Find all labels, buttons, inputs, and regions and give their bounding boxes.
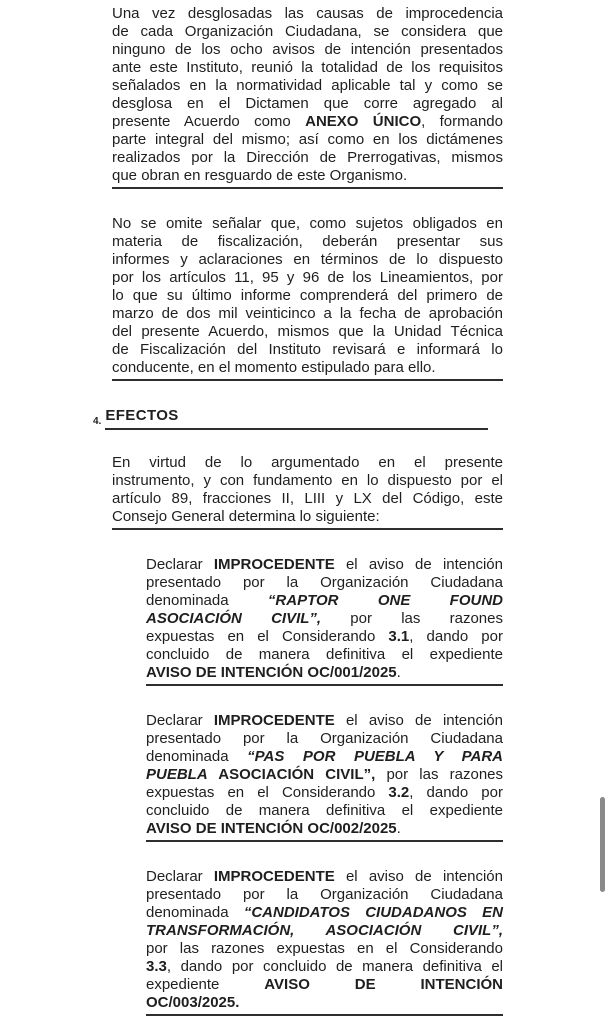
- text-run: expuestas en el Considerando: [146, 784, 389, 801]
- text-line: [112, 341, 503, 359]
- text-line: [146, 766, 503, 784]
- text-line: [146, 664, 503, 682]
- text-line: [112, 454, 503, 472]
- text-run: “RAPTOR ONE FOUND: [267, 592, 504, 609]
- text-line: [112, 323, 503, 341]
- text-run: ASOCIACIÓN CIVIL”,: [218, 766, 376, 783]
- text-run: instrumento, y con fundamento en lo dispuesto por el: [112, 472, 503, 489]
- text-run: Consejo General determina lo siguiente:: [112, 508, 380, 525]
- text-line: [146, 556, 503, 574]
- text-run: ante este Instituto, reunió la totalidad de los requisitos: [112, 59, 503, 76]
- text-run: materia de fiscalización, deberán presentar sus: [112, 233, 503, 250]
- text-run: presentado por la Organización Ciudadana: [146, 574, 503, 591]
- text-run: Declarar: [146, 712, 214, 729]
- text-run: desglosa en el Dictamen que corre agregado al: [112, 95, 503, 112]
- text-run: “PAS POR PUEBLA Y PARA: [247, 748, 504, 765]
- text-run: presente Acuerdo como: [112, 113, 306, 130]
- text-run: ANEXO ÚNICO: [305, 113, 422, 130]
- section-number: 4.: [93, 416, 102, 427]
- text-run: OC/003/2025.: [146, 994, 240, 1011]
- text-run: 3.1: [388, 628, 410, 645]
- text-run: el aviso de intención: [334, 868, 503, 885]
- text-run: que obran en resguardo de este Organismo.: [112, 167, 408, 184]
- text-run: artículo 89, fracciones II, LIII y LX del Código, este: [112, 490, 503, 507]
- text-line: [112, 508, 503, 526]
- text-line: [146, 976, 503, 994]
- text-run: IMPROCEDENTE: [213, 868, 335, 885]
- text-run: ASOCIACIÓN CIVIL”,: [146, 610, 322, 627]
- text-run: concluido de manera definitiva el expediente: [146, 802, 503, 819]
- text-run: realizados por la Dirección de Prerrogativas, mismos: [112, 149, 503, 166]
- text-run: , dando por: [409, 784, 503, 801]
- text-run: de cada Organización Ciudadana, se considera que: [112, 23, 503, 40]
- text-line: [146, 748, 503, 766]
- bullet-marker: [129, 868, 146, 1016]
- text-run: AVISO DE INTENCIÓN OC/002/2025: [146, 820, 397, 837]
- text-run: PUEBLA: [146, 766, 219, 783]
- text-run: “CANDIDATOS CIUDADANOS EN: [243, 904, 504, 921]
- text-run: .: [396, 820, 401, 837]
- text-line: [112, 215, 503, 233]
- text-run: , dando por: [409, 628, 503, 645]
- bullet-text-candidatos-ciudadanos: [146, 868, 503, 1016]
- text-run: presentado por la Organización Ciudadana: [146, 730, 503, 747]
- section-title-underline: [105, 407, 488, 430]
- text-line: [146, 958, 503, 976]
- text-run: Declarar: [146, 556, 214, 573]
- text-line: [112, 23, 503, 41]
- text-run: denominada: [146, 904, 244, 921]
- text-line: [146, 730, 503, 748]
- text-run: AVISO DE INTENCIÓN: [264, 976, 503, 993]
- text-run: informes y aclaraciones en términos de lo dispuesto: [112, 251, 503, 268]
- text-line: [112, 269, 503, 287]
- text-run: denominada: [146, 592, 268, 609]
- text-run: TRANSFORMACIÓN, ASOCIACIÓN CIVIL”,: [146, 922, 503, 939]
- text-line: [146, 922, 503, 940]
- text-run: En virtud de lo argumentado en el presente: [112, 454, 503, 471]
- text-run: No se omite señalar que, como sujetos obligados en: [112, 215, 503, 232]
- text-line: [112, 233, 503, 251]
- paragraph-obligaciones-fiscalizacion: [112, 215, 503, 381]
- text-line: [112, 287, 503, 305]
- bullet-marker: [129, 712, 146, 842]
- text-run: 3.2: [388, 784, 410, 801]
- text-line: [146, 820, 503, 838]
- text-run: el aviso de intención: [334, 712, 503, 729]
- scrollbar-thumb[interactable]: [600, 797, 605, 892]
- text-run: 3.3: [146, 958, 167, 975]
- text-line: [146, 802, 503, 820]
- section-heading-efectos: [93, 407, 488, 430]
- text-line: [112, 251, 503, 269]
- text-run: por las razones: [375, 766, 503, 783]
- text-run: expuestas en el Considerando: [146, 628, 389, 645]
- text-line: [146, 940, 503, 958]
- text-line: [112, 131, 503, 149]
- text-run: por las razones: [321, 610, 503, 627]
- text-line: [146, 784, 503, 802]
- text-line: [112, 77, 503, 95]
- text-run: parte integral del mismo; así como en los dictámenes: [112, 131, 503, 148]
- section-title: EFECTOS: [105, 407, 179, 424]
- text-line: [112, 95, 503, 113]
- text-line: [146, 628, 503, 646]
- text-line: [146, 574, 503, 592]
- paragraph-en-virtud: [112, 454, 503, 530]
- text-run: presentado por la Organización Ciudadana: [146, 886, 503, 903]
- text-run: conducente, en el momento estipulado para ello.: [112, 359, 436, 376]
- bullet-text-pas-por-puebla: [146, 712, 503, 842]
- text-line: [112, 113, 503, 131]
- text-run: .: [396, 664, 401, 681]
- bullet-marker: [129, 556, 146, 686]
- text-line: [112, 472, 503, 490]
- text-line: [146, 712, 503, 730]
- text-run: expediente: [146, 976, 265, 993]
- bullet-item-raptor-one: [129, 556, 503, 686]
- text-line: [146, 610, 503, 628]
- text-run: el aviso de intención: [334, 556, 503, 573]
- paragraph-causas-improcedencia: [112, 5, 503, 189]
- text-run: AVISO DE INTENCIÓN OC/001/2025: [146, 664, 397, 681]
- text-run: por las razones expuestas en el Considerando: [146, 940, 503, 957]
- bullet-text-raptor-one: [146, 556, 503, 686]
- text-run: Declarar: [146, 868, 214, 885]
- text-run: , formando: [421, 113, 503, 130]
- text-run: Una vez desglosadas las causas de improcedencia: [112, 5, 503, 22]
- text-run: de Fiscalización del Instituto revisará e informará lo: [112, 341, 503, 358]
- bullet-item-candidatos-ciudadanos: [129, 868, 503, 1016]
- text-line: [112, 59, 503, 77]
- document-page: [0, 5, 610, 1024]
- text-line: [112, 359, 503, 377]
- text-line: [112, 149, 503, 167]
- text-run: IMPROCEDENTE: [213, 712, 335, 729]
- text-run: denominada: [146, 748, 248, 765]
- text-run: IMPROCEDENTE: [213, 556, 335, 573]
- text-line: [112, 5, 503, 23]
- text-line: [112, 490, 503, 508]
- text-line: [146, 592, 503, 610]
- text-run: señalados en la normatividad aplicable tal y como se: [112, 77, 503, 94]
- text-line: [146, 994, 503, 1012]
- text-run: lo que su último informe comprenderá del primero de: [112, 287, 503, 304]
- text-line: [146, 904, 503, 922]
- text-line: [146, 886, 503, 904]
- text-line: [146, 868, 503, 886]
- text-run: ninguno de los ocho avisos de intención presentados: [112, 41, 503, 58]
- text-run: del presente Acuerdo, mismos que la Unidad Técnica: [112, 323, 503, 340]
- text-line: [112, 305, 503, 323]
- text-run: marzo de dos mil veinticinco a la fecha de aprobación: [112, 305, 503, 322]
- text-line: [112, 41, 503, 59]
- text-run: , dando por concluido de manera definitiva el: [166, 958, 503, 975]
- text-run: por los artículos 11, 95 y 96 de los Lineamientos, por: [112, 269, 503, 286]
- text-run: concluido de manera definitiva el expediente: [146, 646, 503, 663]
- text-line: [112, 167, 503, 185]
- bullet-item-pas-por-puebla: [129, 712, 503, 842]
- text-line: [146, 646, 503, 664]
